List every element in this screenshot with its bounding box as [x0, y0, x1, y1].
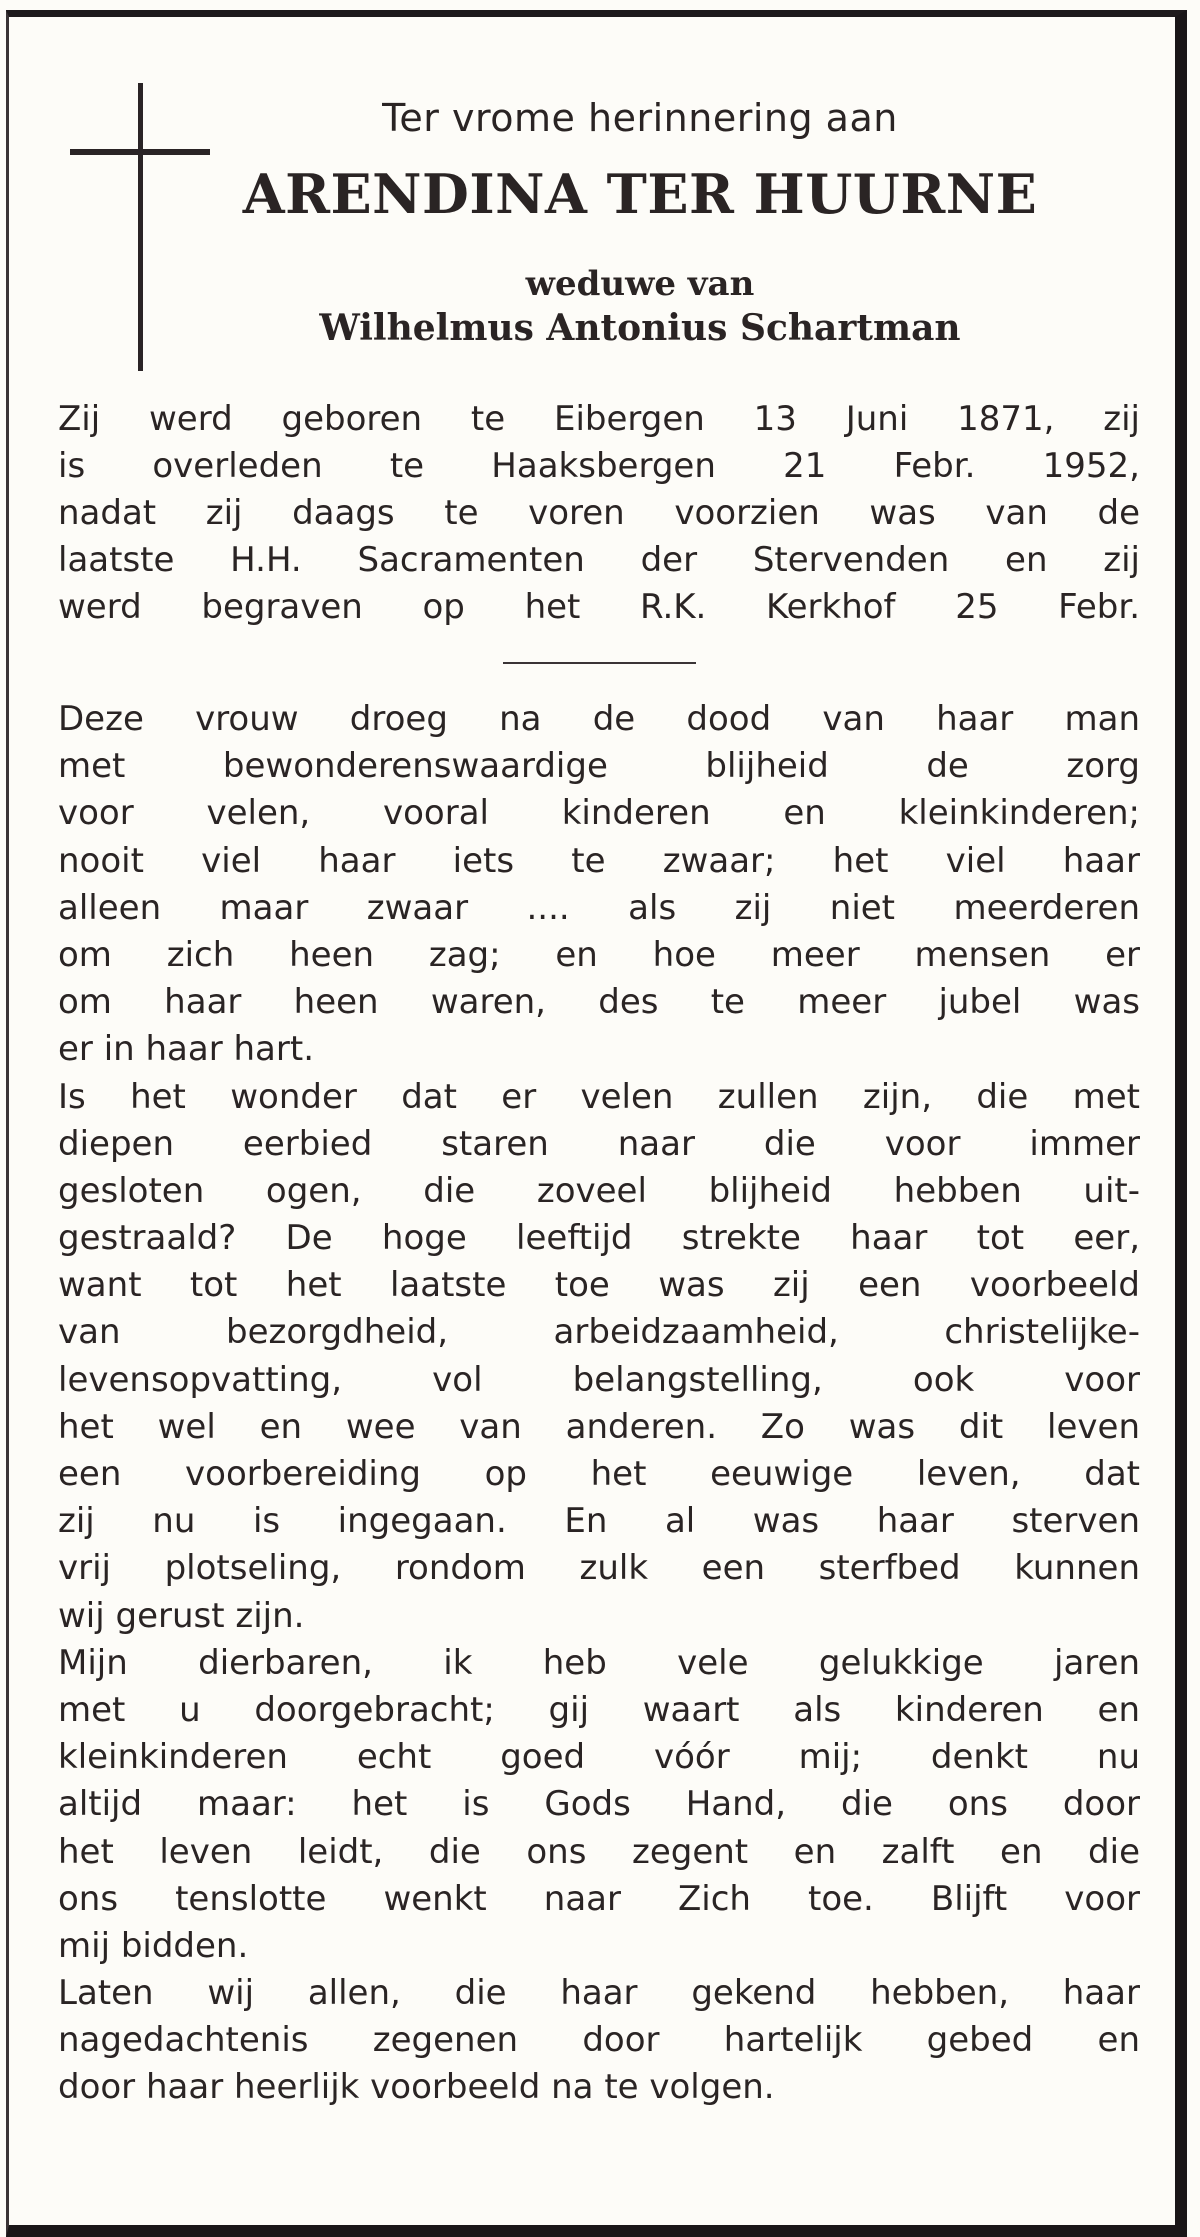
facts-line: nadat zij daags te voren voorzien was van de: [58, 493, 1140, 533]
text-line: het leven leidt, die ons zegent en zalft en die: [58, 1831, 1140, 1872]
facts-line: werd begraven op het R.K. Kerkhof 25 Febr.: [58, 587, 1140, 627]
text-line: levensopvatting, vol belangstelling, ook voor: [58, 1359, 1140, 1400]
text-line: Is het wonder dat er velen zullen zijn, die met: [58, 1076, 1140, 1117]
text-line: met bewonderenswaardige blijheid de zorg: [58, 746, 1140, 787]
text-line: zij nu is ingegaan. En al was haar sterven: [58, 1501, 1140, 1542]
facts-line: laatste H.H. Sacramenten der Stervenden en zij: [58, 540, 1140, 580]
text-line: nooit viel haar iets te zwaar; het viel haar: [58, 840, 1140, 881]
text-line: nagedachtenis zegenen door hartelijk gebed en: [58, 2020, 1140, 2061]
text-line: het wel en wee van anderen. Zo was dit leven: [58, 1406, 1140, 1447]
widow-of-label: weduwe van: [525, 264, 755, 304]
text-line: gestraald? De hoge leeftijd strekte haar tot eer,: [58, 1218, 1140, 1259]
text-line: Mijn dierbaren, ik heb vele gelukkige jaren: [58, 1642, 1140, 1683]
husband-name: Wilhelmus Antonius Schartman: [319, 307, 961, 349]
memorial-text: [58, 696, 1140, 2112]
text-line: van bezorgdheid, arbeidzaamheid, christelijke-: [58, 1312, 1140, 1353]
cross-vertical-bar: [138, 83, 143, 371]
paragraph: [58, 1074, 1140, 1640]
text-line: Deze vrouw droeg na de dood van haar man: [58, 699, 1140, 739]
paragraph: [58, 1640, 1140, 1970]
text-line: vrij plotseling, rondom zulk een sterfbed kunnen: [58, 1548, 1140, 1589]
memorial-intro: Ter vrome herinnering aan: [382, 96, 898, 140]
text-line: mij bidden.: [58, 1925, 249, 1966]
text-line: alleen maar zwaar .... als zij niet meerderen: [58, 887, 1140, 928]
text-line: er in haar hart.: [58, 1029, 315, 1070]
text-line: gesloten ogen, die zoveel blijheid hebben uit-: [58, 1170, 1140, 1211]
text-line: want tot het laatste toe was zij een voorbeeld: [58, 1265, 1140, 1306]
divider: [503, 662, 696, 664]
paragraph: [58, 1970, 1140, 2112]
facts-line: Zij werd geboren te Eibergen 13 Juni 1871, zij: [58, 399, 1140, 439]
facts-line: is overleden te Haaksbergen 21 Febr. 1952,: [58, 446, 1140, 486]
text-line: met u doorgebracht; gij waart als kinderen en: [58, 1689, 1140, 1730]
cross-horizontal-bar: [70, 149, 210, 155]
text-line: om zich heen zag; en hoe meer mensen er: [58, 934, 1140, 975]
text-line: door haar heerlijk voorbeeld na te volgen.: [58, 2067, 775, 2108]
text-line: kleinkinderen echt goed vóór mij; denkt nu: [58, 1737, 1140, 1778]
text-line: een voorbereiding op het eeuwige leven, dat: [58, 1454, 1140, 1494]
text-line: altijd maar: het is Gods Hand, die ons door: [58, 1784, 1140, 1825]
deceased-name: ARENDINA TER HUURNE: [242, 162, 1038, 226]
paragraph: [58, 696, 1140, 1074]
text-line: wij gerust zijn.: [58, 1595, 305, 1636]
text-line: om haar heen waren, des te meer jubel was: [58, 982, 1140, 1023]
text-line: ons tenslotte wenkt naar Zich toe. Blijft voor: [58, 1878, 1140, 1919]
text-line: voor velen, vooral kinderen en kleinkinderen;: [58, 793, 1140, 834]
biographical-facts: [58, 396, 1140, 631]
text-line: Laten wij allen, die haar gekend hebben, haar: [58, 1973, 1140, 2014]
text-line: diepen eerbied staren naar die voor immer: [58, 1123, 1140, 1164]
